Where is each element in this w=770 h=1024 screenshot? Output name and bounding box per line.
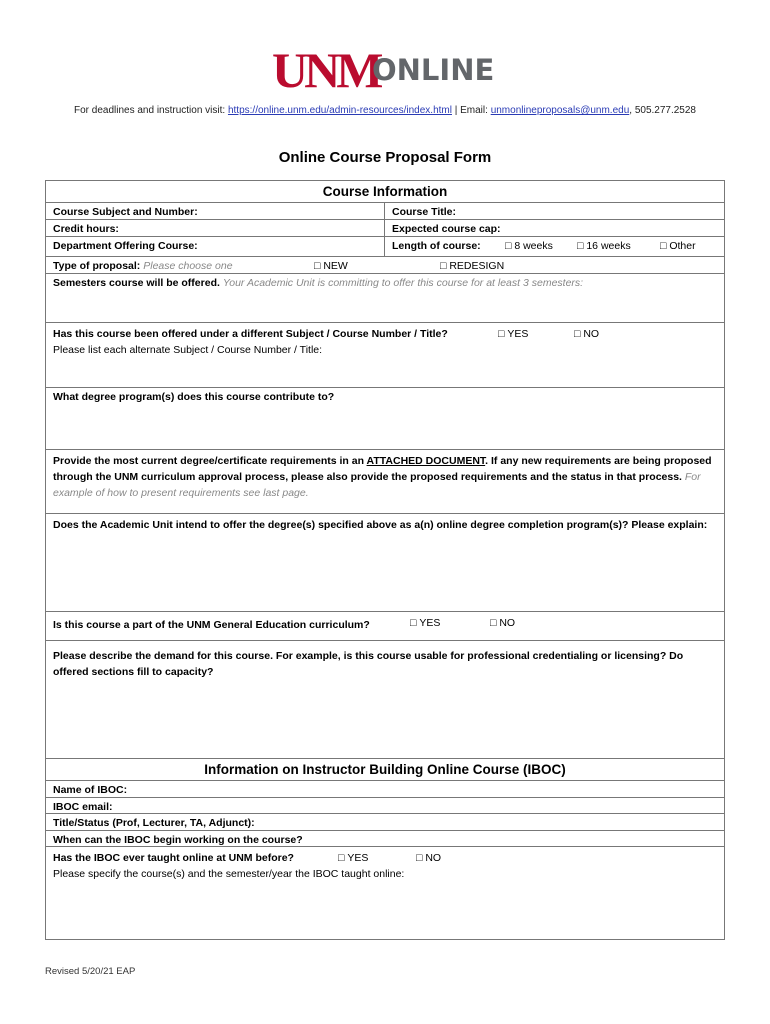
requirements-row[interactable]: [46, 449, 724, 513]
proposal-type-cell: [46, 257, 724, 273]
course-info-header-row: [46, 181, 724, 202]
offered-no-checkbox[interactable]: □ NO: [574, 326, 599, 342]
length-16-weeks-checkbox[interactable]: □ 16 weeks: [577, 240, 631, 252]
gened-question: Is this course a part of the UNM General Education curriculum?: [53, 619, 370, 631]
course-subject-field[interactable]: Course Subject and Number:: [46, 203, 385, 219]
iboc-taught-cell: [46, 847, 724, 941]
contact-phone: , 505.277.2528: [629, 105, 696, 116]
degree-row[interactable]: [46, 387, 724, 449]
course-info-heading: Course Information: [322, 184, 448, 199]
requirements-part-a: Provide the most current degree/certificate requirements in an: [53, 455, 367, 467]
iboc-specify-label: Please specify the course(s) and the semester/year the IBOC taught online:: [53, 868, 405, 880]
iboc-email-field[interactable]: IBOC email:: [53, 801, 113, 813]
course-length-cell: [385, 237, 724, 256]
proposal-new-checkbox[interactable]: □ NEW: [314, 260, 348, 272]
semesters-hint: Your Academic Unit is committing to offer this course for at least 3 semesters:: [222, 277, 584, 289]
gened-yes-checkbox[interactable]: □ YES: [410, 617, 440, 629]
requirements-hint: For example of how to present requirements see last page.: [53, 471, 701, 499]
gened-row: [46, 611, 724, 640]
iboc-email-row: [46, 797, 724, 813]
alternate-label: Please list each alternate Subject / Course Number / Title:: [53, 344, 323, 356]
iboc-taught-row[interactable]: [46, 846, 724, 941]
logo-online-text: ONLINE: [372, 53, 495, 87]
contact-separator: | Email:: [451, 105, 491, 116]
demand-row[interactable]: [46, 640, 724, 758]
completion-row[interactable]: [46, 513, 724, 611]
iboc-taught-no-checkbox[interactable]: □ NO: [416, 850, 441, 866]
credit-hours-field[interactable]: Credit hours:: [46, 220, 385, 236]
iboc-name-row: [46, 780, 724, 797]
unm-logo-mark: UNM: [272, 42, 380, 98]
degree-question: What degree program(s) does this course contribute to?: [53, 391, 335, 403]
contact-prefix: For deadlines and instruction visit:: [73, 105, 228, 116]
department-field[interactable]: Department Offering Course:: [46, 237, 385, 256]
iboc-title-row: [46, 813, 724, 830]
form-title: Online Course Proposal Form: [278, 149, 492, 166]
course-cap-field[interactable]: Expected course cap:: [392, 223, 501, 235]
offered-question: Has this course been offered under a different Subject / Course Number / Title?: [53, 328, 448, 340]
completion-question: Does the Academic Unit intend to offer the degree(s) specified above as a(n) online degree completion program(s)? Please explain:: [53, 519, 708, 531]
attached-document-text: ATTACHED DOCUMENT: [366, 455, 486, 467]
subject-row: [46, 202, 724, 219]
semesters-label: Semesters course will be offered.: [53, 277, 220, 289]
iboc-taught-yes-checkbox[interactable]: □ YES: [338, 850, 368, 866]
length-other-checkbox[interactable]: □ Other: [660, 240, 696, 252]
revision-footer: Revised 5/20/21 EAP: [45, 966, 136, 977]
proposal-redesign-checkbox[interactable]: □ REDESIGN: [440, 260, 504, 272]
offered-cell: [46, 323, 724, 387]
course-length-label: Length of course:: [392, 240, 481, 252]
requirements-text: [46, 450, 724, 513]
offered-yes-checkbox[interactable]: □ YES: [498, 326, 528, 342]
instruction-link[interactable]: https://online.unm.edu/admin-resources/index.html: [227, 105, 452, 116]
iboc-begin-field[interactable]: When can the IBOC begin working on the course?: [53, 834, 303, 846]
proposal-form: [45, 180, 725, 940]
iboc-header-row: [46, 758, 724, 780]
offered-row[interactable]: [46, 322, 724, 387]
semesters-row[interactable]: [46, 273, 724, 322]
dept-row: [46, 236, 724, 256]
gened-cell: [46, 612, 724, 640]
iboc-name-field[interactable]: Name of IBOC:: [53, 784, 128, 796]
demand-question: Please describe the demand for this course. For example, is this course usable for professional credentialing or licensing? Do offered sections fill to capacity?: [53, 650, 684, 678]
email-link[interactable]: unmonlineproposals@unm.edu: [490, 105, 630, 116]
requirements-part-b: . If any new requirements are being proposed through the UNM curriculum approval process, please also provide the proposed requirements and the status in that process.: [53, 455, 712, 483]
course-title-field[interactable]: Course Title:: [392, 206, 456, 218]
proposal-type-hint: Please choose one: [143, 260, 233, 272]
proposal-type-row: [46, 256, 724, 273]
semesters-cell: [46, 274, 724, 322]
iboc-title-status-field[interactable]: Title/Status (Prof, Lecturer, TA, Adjunct):: [53, 817, 255, 829]
iboc-begin-row: [46, 830, 724, 846]
proposal-type-label: Type of proposal:: [53, 260, 141, 272]
iboc-heading: Information on Instructor Building Online Course (IBOC): [204, 762, 566, 777]
contact-line: [0, 105, 770, 116]
iboc-taught-question: Has the IBOC ever taught online at UNM before?: [53, 852, 294, 864]
length-8-weeks-checkbox[interactable]: □ 8 weeks: [505, 240, 553, 252]
gened-no-checkbox[interactable]: □ NO: [490, 617, 515, 629]
credit-row: [46, 219, 724, 236]
